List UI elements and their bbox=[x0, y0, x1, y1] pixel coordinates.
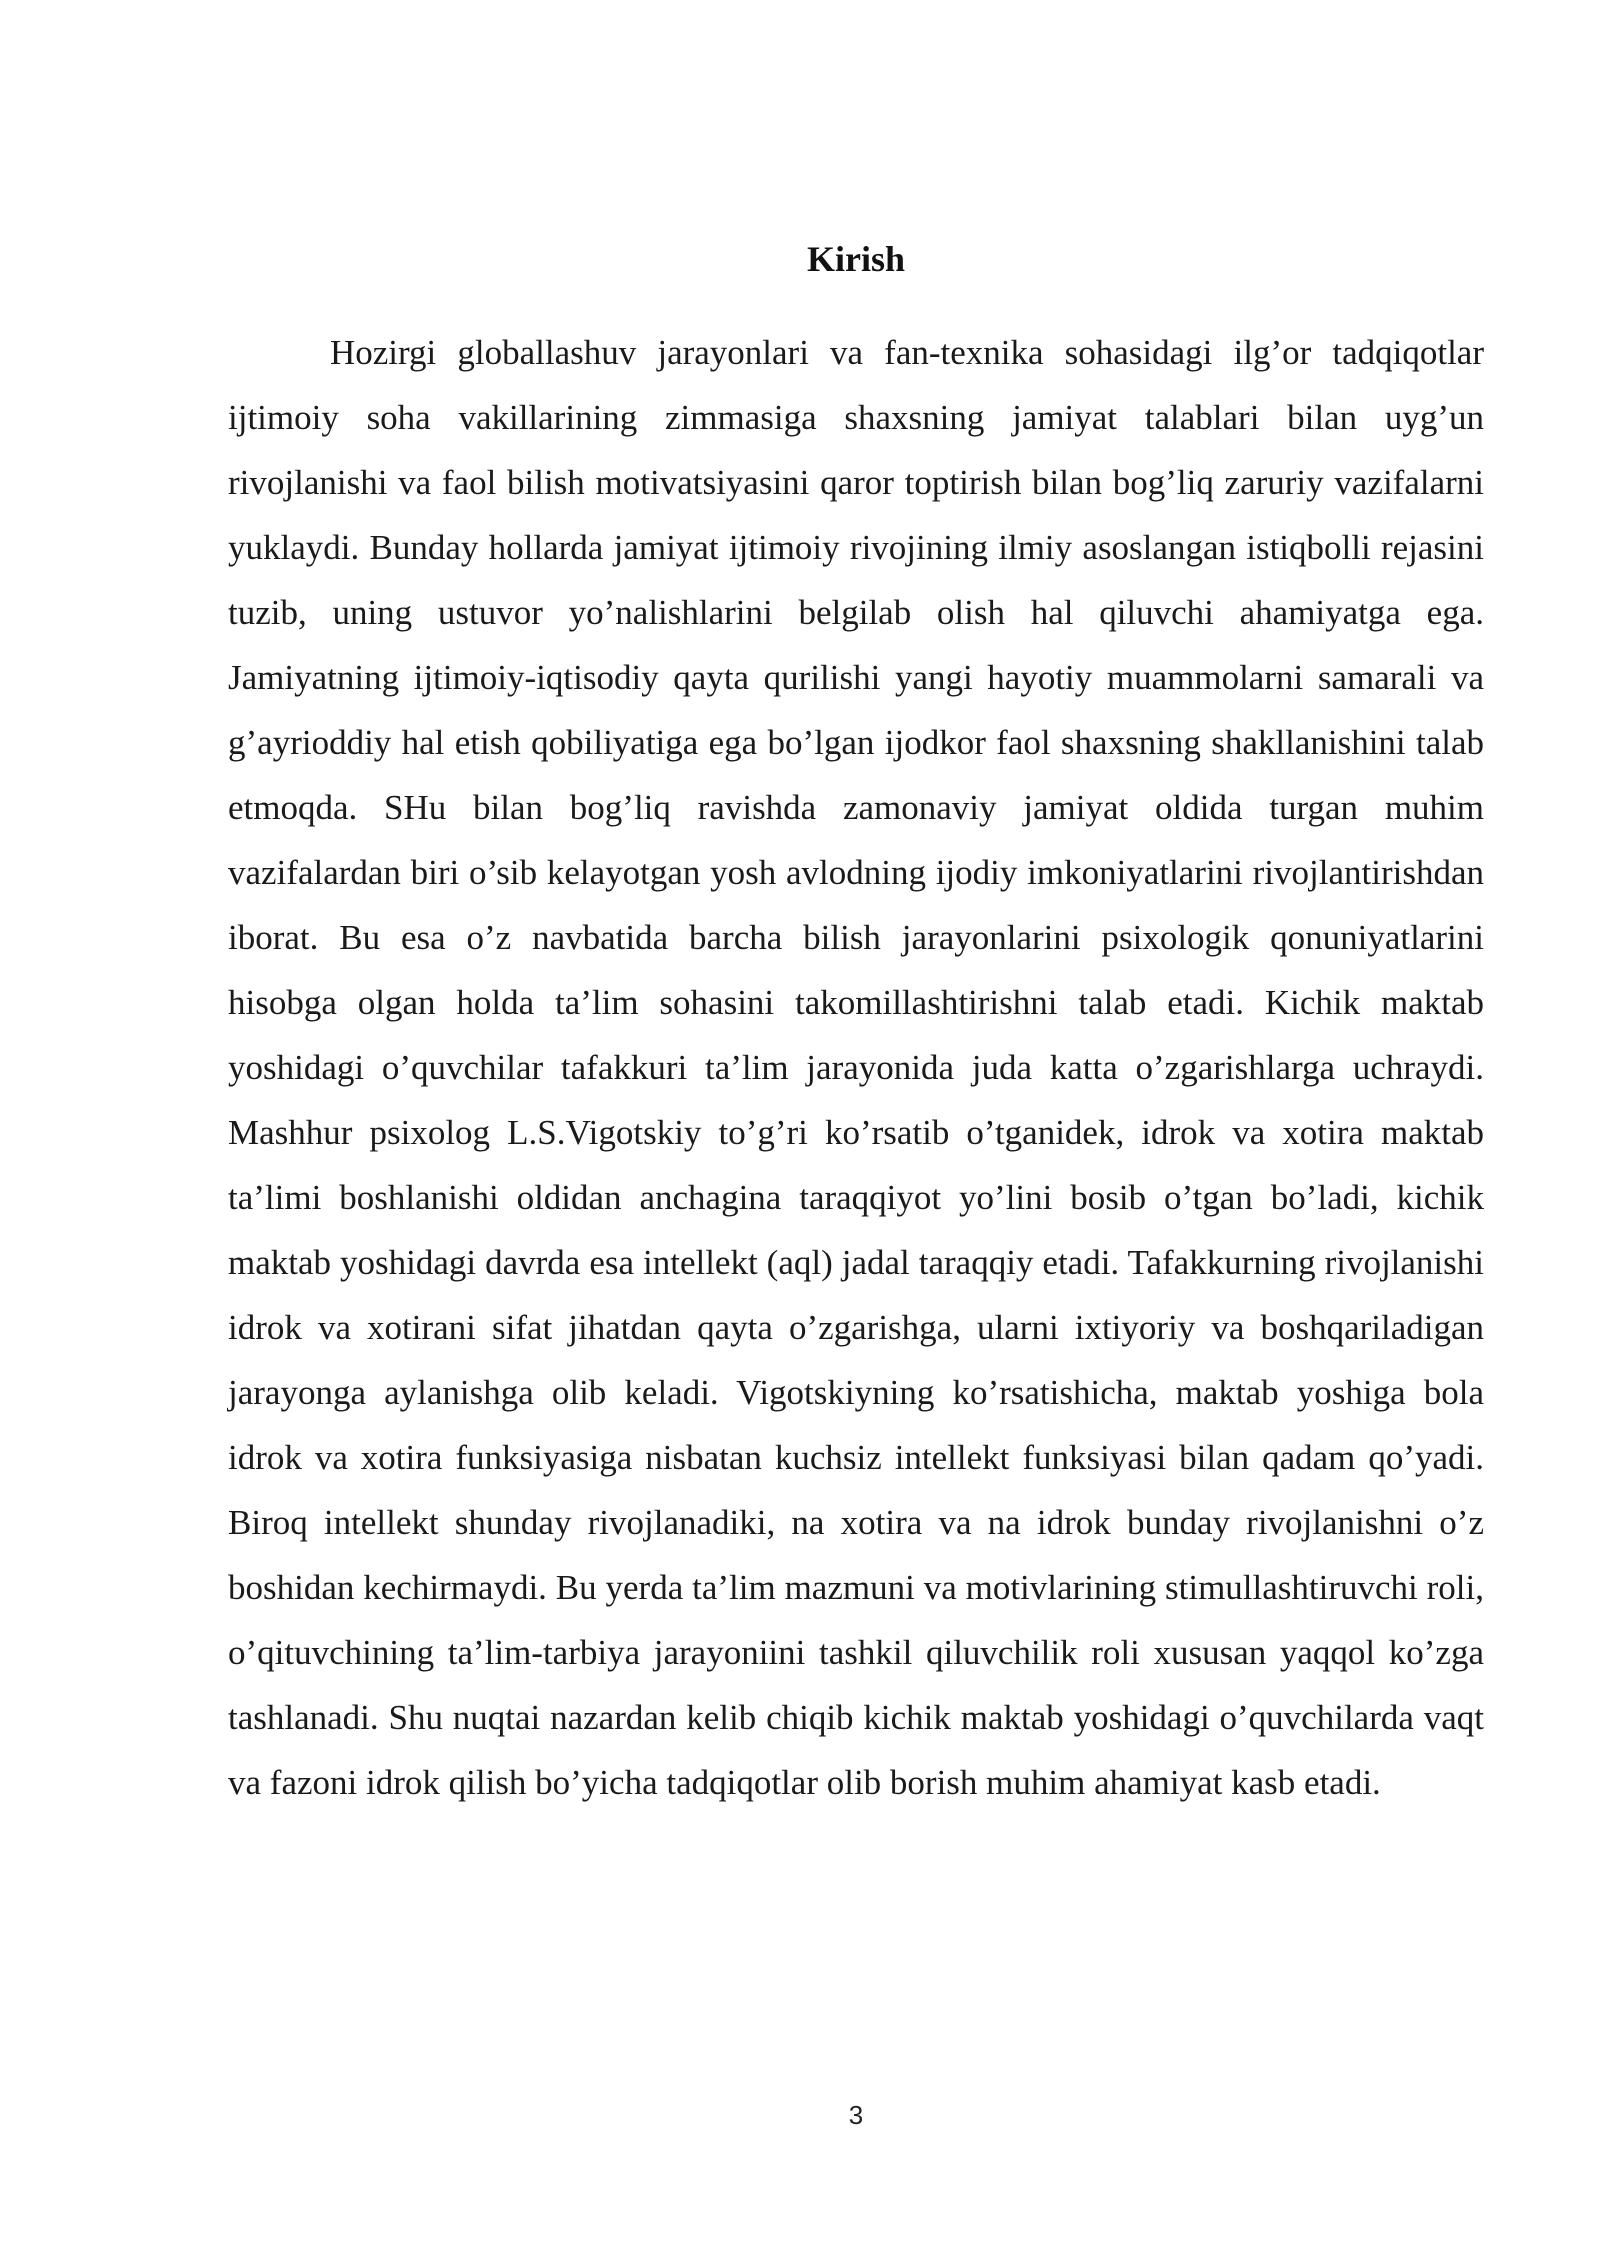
body-paragraph: Hozirgi globallashuv jarayonlari va fan-texnika sohasidagi ilg’or tadqiqotlar ijtimoiy soha vakillarining zimmasiga shaxsning jamiyat talablari bilan uyg’un rivojlanishi va faol bilish motivatsiyasini qaror toptirish bilan bog’liq zaruriy vazifalarni yuklaydi. Bunday hollarda jamiyat ijtimoiy rivojining ilmiy asoslangan istiqbolli rejasini tuzib, uning ustuvor yo’nalishlarini belgilab olish hal qiluvchi ahamiyatga ega. Jamiyatning ijtimoiy-iqtisodiy qayta qurilishi yangi hayotiy muammolarni samarali va g’ayrioddiy hal etish qobiliyatiga ega bo’lgan ijodkor faol shaxsning shakllanishini talab etmoqda. SHu bilan bog’liq ravishda zamonaviy jamiyat oldida turgan muhim vazifalardan biri o’sib kelayotgan yosh avlodning ijodiy imkoniyatlarini rivojlantirishdan iborat. Bu esa o’z navbatida barcha bilish jarayonlarini psixologik qonuniyatlarini hisobga olgan holda ta’lim sohasini takomillashtirishni talab etadi. Kichik maktab yoshidagi o’quvchilar tafakkuri ta’lim jarayonida juda katta o’zgarishlarga uchraydi. Mashhur psixolog L.S.Vigotskiy to’g’ri ko’rsatib o’tganidek, idrok va xotira maktab ta’limi boshlanishi oldidan anchagina taraqqiyot yo’lini bosib o’tgan bo’ladi, kichik maktab yoshidagi davrda esa intellekt (aql) jadal taraqqiy etadi. Tafakkurning rivojlanishi idrok va xotirani sifat jihatdan qayta o’zgarishga, ularni ixtiyoriy va boshqariladigan jarayonga aylanishga olib keladi. Vigotskiyning ko’rsatishicha, maktab yoshiga bola idrok va xotira funksiyasiga nisbatan kuchsiz intellekt funksiyasi bilan qadam qo’yadi. Biroq intellekt shunday rivojlanadiki, na xotira va na idrok bunday rivojlanishni o’z boshidan kechirmaydi. Bu yerda ta’lim mazmuni va motivlarining stimullashtiruvchi roli, o’qituvchining ta’lim-tarbiya jarayoniini tashkil qiluvchilik roli xususan yaqqol ko’zga tashlanadi. Shu nuqtai nazardan kelib chiqib kichik maktab yoshidagi o’quvchilarda vaqt va fazoni idrok qilish bo’yicha tadqiqotlar olib borish muhim ahamiyat kasb etadi. bbox=[228, 333, 1484, 1802]
page-number: 3 bbox=[848, 2100, 864, 2130]
section-heading: Kirish bbox=[806, 239, 905, 279]
